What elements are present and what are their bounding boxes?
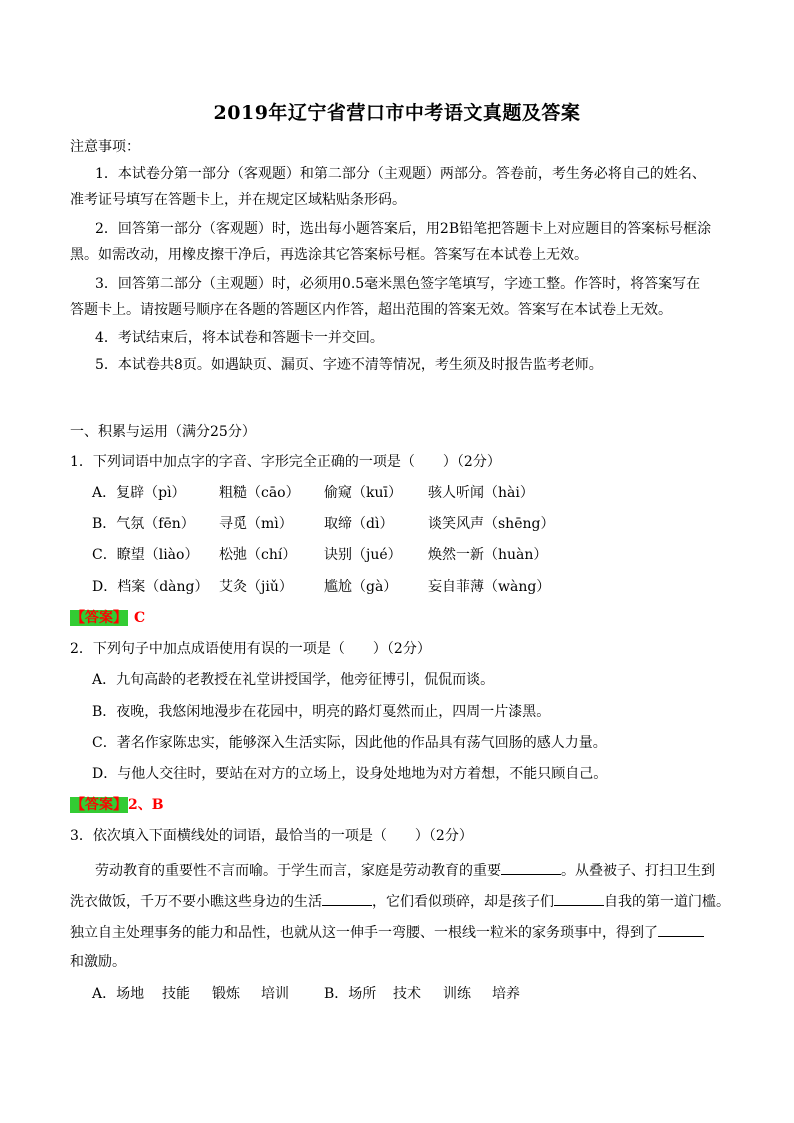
question-2-stem: 2．下列句子中加点成语使用有误的一项是（ ）（2分）	[70, 641, 431, 657]
page-title: 2019年辽宁省营口市中考语文真题及答案	[213, 102, 581, 124]
option-text: C．瞭望（liào）	[92, 547, 199, 563]
option-text: 松弛（chí）	[219, 547, 297, 563]
answer-tag: 【答案】	[71, 797, 127, 813]
option-text: C．著名作家陈忠实，能够深入生活实际，因此他的作品具有荡气回肠的感人力量。	[92, 735, 607, 751]
question-1-stem: 1．下列词语中加点字的字音、字形完全正确的一项是（ ）（2分）	[70, 454, 501, 470]
option-text: B．夜晚，我悠闲地漫步在花园中，明亮的路灯戛然而止，四周一片漆黑。	[92, 704, 551, 720]
option-text: 寻觅（mì）	[219, 516, 293, 532]
passage-text: 独立自主处理事务的能力和品性，也就从这一伸手一弯腰、一根线一粒米的家务琐事中，得到了	[70, 925, 658, 941]
notice-line: 黑。如需改动，用橡皮擦干净后，再选涂其它答案标号框。答案写在本试卷上无效。	[70, 247, 588, 263]
option-text: 技术	[393, 986, 421, 1002]
passage-line	[70, 891, 730, 911]
answer-value: C	[134, 610, 146, 626]
option-text: A．场地	[92, 986, 145, 1002]
option-text: 妄自菲薄（wàng）	[428, 579, 551, 595]
fill-blank	[501, 860, 561, 875]
passage-text: 。从叠被子、打扫卫生到	[561, 863, 715, 879]
fill-blank	[322, 891, 372, 906]
passage-text: 劳动教育的重要性不言而喻。于学生而言，家庭是劳动教育的重要	[95, 863, 501, 879]
answer-line	[70, 609, 145, 627]
passage-text: ，它们看似琐碎，却是孩子们	[372, 894, 554, 910]
passage-line	[95, 860, 715, 880]
option-text: 训练	[443, 986, 471, 1002]
option-text: 技能	[162, 986, 190, 1002]
notice-line: 3．回答第二部分（主观题）时，必须用0.5毫米黑色签字笔填写，字迹工整。作答时，将答案写在	[95, 276, 701, 292]
option-text: D．档案（dàng）	[92, 579, 209, 595]
passage-line: 和激励。	[70, 954, 126, 970]
option-text: 艾灸（jiǔ）	[219, 579, 293, 595]
notice-line: 准考证号填写在答题卡上，并在规定区域粘贴条形码。	[70, 192, 406, 208]
section-heading: 一、积累与运用（满分25分）	[70, 424, 256, 440]
option-text: A．复辟（pì）	[92, 485, 186, 501]
passage-line	[70, 922, 704, 942]
passage-text: 自我的第一道门槛。	[604, 894, 730, 910]
option-text: 诀别（jué）	[324, 547, 402, 563]
option-text: 粗糙（cāo）	[219, 485, 300, 501]
option-text: A．九旬高龄的老教授在礼堂讲授国学，他旁征博引，侃侃而谈。	[92, 672, 495, 688]
option-text: B．场所	[324, 986, 377, 1002]
option-text: 谈笑风声（shēng）	[428, 516, 555, 532]
passage-text: 洗衣做饭，千万不要小瞧这些身边的生活	[70, 894, 322, 910]
option-text: B．气氛（fēn）	[92, 516, 195, 532]
option-text: 焕然一新（huàn）	[428, 547, 548, 563]
fill-blank	[658, 922, 704, 937]
notice-heading: 注意事项：	[70, 139, 140, 155]
option-text: 偷窥（kuī）	[324, 485, 402, 501]
option-text: 尴尬（gà）	[324, 579, 398, 595]
option-text: 培训	[261, 986, 289, 1002]
option-text: D．与他人交往时，要站在对方的立场上，设身处地地为对方着想，不能只顾自己。	[92, 766, 608, 782]
option-text: 培养	[492, 986, 520, 1002]
answer-tag: 【答案】	[71, 610, 127, 626]
notice-line: 1．本试卷分第一部分（客观题）和第二部分（主观题）两部分。答卷前，考生务必将自己的姓名、	[95, 166, 706, 182]
answer-line	[70, 796, 164, 814]
notice-line: 5．本试卷共8页。如遇缺页、漏页、字迹不清等情况，考生须及时报告监考老师。	[95, 357, 603, 373]
notice-line: 答题卡上。请按题号顺序在各题的答题区内作答，超出范围的答案无效。答案写在本试卷上无效。	[70, 302, 672, 318]
option-text: 取缔（dì）	[324, 516, 394, 532]
notice-line: 4．考试结束后，将本试卷和答题卡一并交回。	[95, 330, 384, 346]
answer-value: 2、B	[128, 797, 164, 813]
question-3-stem: 3．依次填入下面横线处的词语，最恰当的一项是（ ）（2分）	[70, 828, 473, 844]
option-text: 锻炼	[212, 986, 240, 1002]
notice-line: 2．回答第一部分（客观题）时，选出每小题答案后，用2B铅笔把答题卡上对应题目的答案标号框涂	[95, 221, 712, 237]
fill-blank	[554, 891, 604, 906]
option-text: 骇人听闻（hài）	[428, 485, 534, 501]
